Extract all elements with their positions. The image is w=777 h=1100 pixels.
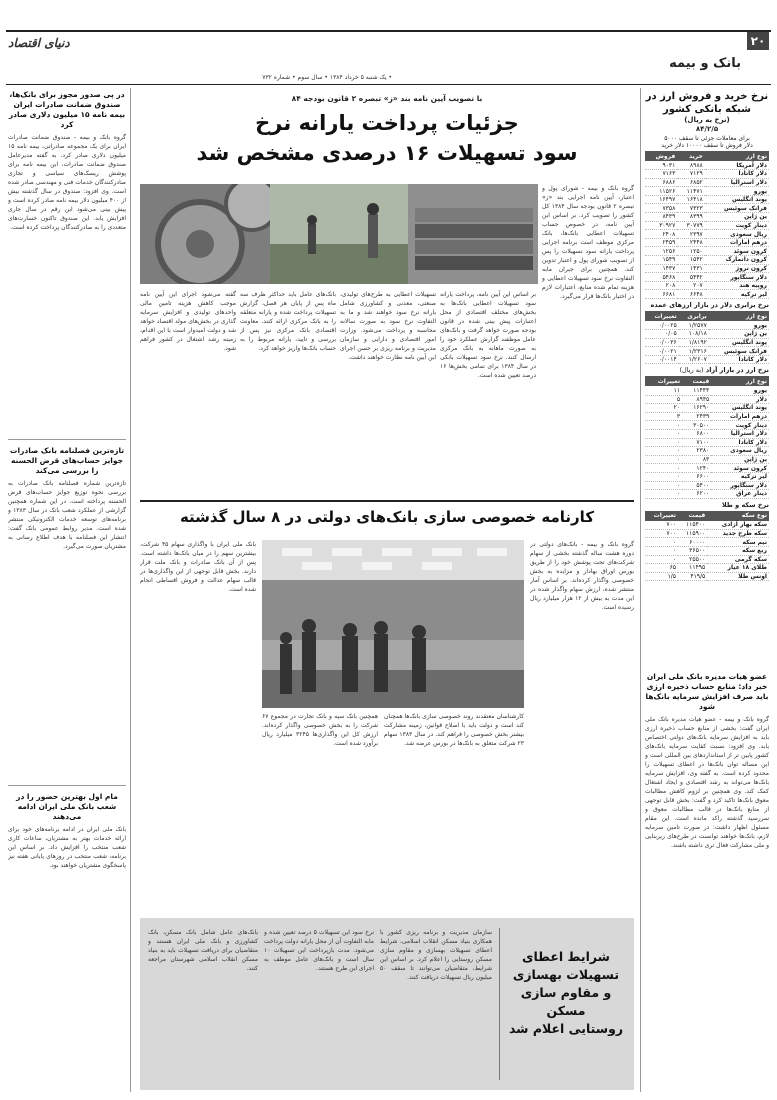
coin-cell: ۰ (645, 555, 678, 564)
free-market-row (645, 386, 769, 395)
rates-box-title: نرخ خرید و فروش ارز در شبکه بانکی کشور (645, 91, 769, 115)
exchange-rate-cell: ۸۳۹۹ (677, 213, 704, 222)
left-story2-title: تازه‌ترین فصلنامه بانک صادرات جوایز حساب‌های قرض الحسنه را بررسی می‌کند (9, 446, 125, 475)
coin-cell: اونس طلا (707, 572, 769, 581)
major-currency-cell: ین ژاپن (709, 330, 769, 339)
privatization-col4: همچنین بانک سپه و بانک تجارت در مجموع ۶۷ شرکت را به بخش خصوصی واگذار کرده‌اند. ارزش کل این واگذاری‌ها ۳۲۴۵ میلیارد ریال برآورد شده است. (262, 713, 378, 747)
exchange-rate-cell: ۲۰۷ (677, 281, 704, 290)
exchange-rate-cell: ۲۳۹۷ (677, 230, 704, 239)
major-currency-cell: ۱/۸۱۹۲ (679, 338, 709, 347)
free-market-row (645, 438, 769, 447)
major-currency-cell: دلار کانادا (709, 355, 769, 364)
page-number: ۲۰ (747, 32, 769, 50)
coin-header-1: قیمت (678, 511, 707, 521)
free-market-row (645, 447, 769, 456)
exchange-rate-cell: ۹۰۳۱ (645, 161, 677, 170)
exchange-rate-row (645, 178, 769, 187)
exchange-rate-row (645, 230, 769, 239)
coin-row (645, 538, 769, 547)
exchange-rate-cell: ۱۶۴۱۸ (677, 195, 704, 204)
free-market-cell: ۱۶۲۹۰ (682, 404, 711, 413)
header-rule-top (6, 30, 771, 32)
exchange-rate-cell: دلار آمریکا (705, 161, 769, 170)
dateline: • یک شنبه ۵ خرداد ۱۳۸۴ • سال سوم • شماره ۷۳۲ (262, 74, 392, 81)
free-market-row (645, 421, 769, 430)
header-rule-bottom (6, 84, 771, 85)
free-market-cell: ۵۴۰۰ (682, 481, 711, 490)
privatization-col2: بانک ملی ایران با واگذاری سهام ۴۵ شرکت، بیشترین سهم را در میان بانک‌ها داشته است. پس از آن بانک صادرات و بانک ملت قرار دارند. بخش قابل توجهی از این واگذاری‌ها در قالب سهام عدالت و فروش اقساطی انجام شده است. (140, 541, 256, 593)
promo-title-line1: شرایط اعطای (522, 949, 610, 964)
free-market-cell: ۰ (645, 447, 682, 456)
promo-box (140, 918, 634, 1090)
free-market-cell: ۶۸۰۰ (682, 429, 711, 438)
coin-row (645, 546, 769, 555)
major-currency-cell: ۱/۲۳۱۶ (679, 347, 709, 356)
exchange-rate-cell: دینار کویت (705, 221, 769, 230)
coin-title: نرخ سکه و طلا (721, 500, 769, 509)
exchange-rate-cell: پوند انگلیس (705, 195, 769, 204)
exchange-rate-cell: درهم امارات (705, 238, 769, 247)
free-market-row (645, 464, 769, 473)
rates-box-date: ۸۴/۲/۵ (695, 125, 719, 133)
free-market-cell: ۶۲۰۰ (682, 490, 711, 499)
coin-cell: ۲۵۵۰۰ (678, 555, 707, 564)
free-market-cell: ۵ (645, 395, 682, 404)
free-market-title (645, 364, 769, 376)
exchange-rate-cell: کرون سوئد (705, 247, 769, 256)
exchange-rate-row (645, 247, 769, 256)
free-market-row (645, 429, 769, 438)
column-rule-right (640, 88, 641, 1092)
promo-col1: سازمان مدیریت و برنامه ریزی کشور با همکاری بنیاد مسکن انقلاب اسلامی، شرایط اعطای تسهیلات بهسازی و مقاوم سازی مسکن روستایی را اعلام کرد. بر اساس این شرایط، متقاضیان می‌توانند تا سقف ۵۰ میلیون ریال تسهیلات دریافت کنند. (380, 929, 492, 981)
exchange-rate-cell: فرانک سوئیس (705, 204, 769, 213)
major-currency-cell: ۰/۰۰۲۵ (645, 321, 679, 330)
main-story-col1: گروه بانک و بیمه - شورای پول و اعتبار، آیین نامه اجرایی بند «ز» تبصره ۲ قانون بودجه سال ۱۳۸۴ کل کشور را تصویب کرد. بر اساس این آیین نامه، در خصوص حساب تسهیلات اعطایی بانک‌ها، بانک مرکزی موظف است برنامه اجرایی پرداخت یارانه سود تسهیلات را پس از تصویب شورای پول و اعتبار تدوین کند. همچنین برای جبران مابه التفاوت نرخ سود تسهیلات اعطایی و هزینه تمام شده منابع، اعتبارات لازم در اختیار بانک‌ها قرار می‌گیرد. (542, 185, 634, 300)
free-market-cell: ۳ (645, 412, 682, 421)
free-market-cell: ریال سعودی (711, 447, 769, 456)
exchange-rate-cell: ۱۲۵۶ (645, 247, 677, 256)
free-market-header-1: قیمت (682, 376, 711, 386)
major-currency-cell: ۰/۰۰۱۴ (645, 355, 679, 364)
exchange-rate-cell: ۵۴۴۲ (677, 273, 704, 282)
left-divider-1 (8, 439, 126, 440)
coin-row (645, 564, 769, 573)
coin-cell: نیم سکه (707, 538, 769, 547)
major-currency-header-1: برابری (679, 311, 709, 321)
exchange-rate-cell: ۷۱۲۹ (677, 170, 704, 179)
free-market-cell: یورو (711, 386, 769, 395)
exchange-rate-cell: لیر ترکیه (705, 290, 769, 299)
exchange-rate-row (645, 195, 769, 204)
free-market-cell: ۸۳ (682, 455, 711, 464)
free-market-cell: دینار عراق (711, 490, 769, 499)
free-market-cell: ۶۶۰۰ (682, 472, 711, 481)
free-market-cell: ۲۴۳۹ (682, 412, 711, 421)
coin-cell: ۱۱۵۹۰۰ (678, 529, 707, 538)
free-market-cell: دلار سنگاپور (711, 481, 769, 490)
coin-cell: ۶۵ (645, 564, 678, 573)
promo-title-line2: تسهیلات بهسازی (512, 967, 620, 982)
promo-col2: نرخ سود این تسهیلات ۵ درصد تعیین شده و مابه التفاوت آن از محل یارانه دولت پرداخت می‌شود. مدت بازپرداخت این تسهیلات ۱۰ سال است و بانک‌های عامل موظف به اجرای این طرح هستند. (264, 929, 374, 972)
exchange-rate-cell: ۱۲۵۰ (677, 247, 704, 256)
major-currency-row (645, 321, 769, 330)
major-currency-cell: پوند انگلیس (709, 338, 769, 347)
bank-photo (262, 540, 524, 708)
privatization-col3: کارشناسان معتقدند روند خصوصی سازی بانک‌ها همچنان کند است و دولت باید با اصلاح قوانین، زمینه مشارکت بیشتر بخش خصوصی را فراهم کند. در سال ۱۳۸۳ سهام ۲۳ شرکت متعلق به بانک‌ها در بورس عرضه شد. (384, 713, 524, 747)
exchange-rate-row (645, 213, 769, 222)
main-headline-line1: جزئیات پرداخت یارانه نرخ (255, 111, 519, 135)
free-market-cell: ۸۹۴۵ (682, 395, 711, 404)
major-currency-row (645, 330, 769, 339)
exchange-rate-cell: ۵۴۶۸ (645, 273, 677, 282)
exchange-rate-cell: ۱۵۴۲ (677, 256, 704, 265)
exchange-rate-cell: ۸۹۸۸ (677, 161, 704, 170)
sidebar-story-text: گروه بانک و بیمه - عضو هیات مدیره بانک ملی ایران گفت: بخشی از منابع حساب ذخیره ارزی باید به افزایش سرمایه بانک‌های دولتی اختصاص یابد. وی افزود: نسبت کفایت سرمایه بانک‌های کشور پایین تر از استانداردهای بین المللی است و این مساله توان بانک‌ها در اعطای تسهیلات را محدود کرده است. به گفته وی، افزایش سرمایه بانک‌ها می‌تواند به رشد اقتصادی و ایجاد اشتغال کمک کند. وی همچنین بر لزوم کاهش مطالبات معوق بانک‌ها تاکید کرد و گفت: بخش قابل توجهی از منابع بانک‌ها در قالب مطالبات معوق و سررسید گذشته راکد مانده است. این مقام مسئول اظهار داشت: در صورت تامین سرمایه لازم، بانک‌ها خواهند توانست در طرح‌های زیربنایی و ملی مشارکت فعال تری داشته باشند. (645, 716, 769, 849)
rates-box-subtitle: (نرخ به ریال) (684, 116, 730, 124)
promo-title-line3: و مقاوم سازی مسکن (520, 985, 612, 1018)
coin-cell: ۰ (645, 538, 678, 547)
major-currency-cell: فرانک سوئیس (709, 347, 769, 356)
major-currency-table (645, 311, 769, 364)
free-market-cell: کرون سوئد (711, 464, 769, 473)
coin-cell: ربع سکه (707, 546, 769, 555)
bank-hall-illustration (262, 540, 524, 708)
exchange-rate-row (645, 264, 769, 273)
exchange-rate-cell: ۶۶۸۱ (645, 290, 677, 299)
main-photo-collage (140, 184, 538, 284)
free-market-cell: درهم امارات (711, 412, 769, 421)
free-market-row (645, 412, 769, 421)
coin-cell: طلای ۱۸ عیار (707, 564, 769, 573)
free-market-cell: دلار کانادا (711, 438, 769, 447)
free-market-row (645, 455, 769, 464)
exchange-rate-cell: ۳۰۷۷۹ (677, 221, 704, 230)
coin-row (645, 555, 769, 564)
exchange-rate-cell: ۷۱۶۳ (645, 170, 677, 179)
free-market-header-0: نوع ارز (711, 376, 769, 386)
exchange-rate-row (645, 170, 769, 179)
free-market-cell: لیر ترکیه (711, 472, 769, 481)
free-market-cell: دلار (711, 395, 769, 404)
free-market-cell: پوند انگلیس (711, 404, 769, 413)
rates-box (645, 90, 769, 670)
major-currency-cell: ۰/۰۰۲۱ (645, 347, 679, 356)
exchange-rate-cell: ۲۰۸ (645, 281, 677, 290)
free-market-cell: دلار استرالیا (711, 429, 769, 438)
free-market-cell: ۰ (645, 455, 682, 464)
major-currency-row (645, 338, 769, 347)
promo-col3: بانک‌های عامل شامل بانک مسکن، بانک کشاورزی و بانک ملی ایران هستند و متقاضیان برای دریافت تسهیلات باید به بنیاد مسکن انقلاب اسلامی شهرستان مراجعه کنند. (148, 929, 258, 972)
exchange-rate-row (645, 290, 769, 299)
left-story1-title: در پی صدور مجوز برای بانک‌ها، صندوق ضمانت صادرات ایران بیمه نامه ۱۵ میلیون دلاری صادر کرد (8, 90, 126, 129)
major-currency-cell: ۱۰۸/۱۸ (679, 330, 709, 339)
major-currency-row (645, 355, 769, 364)
masthead-logo: دنیای اقتصاد (8, 36, 70, 50)
coin-cell: ۳۶۵۰۰ (678, 546, 707, 555)
privatization-col1: گروه بانک و بیمه - بانک‌های دولتی در دوره هشت ساله گذشته بخشی از سهام شرکت‌های تحت پوشش خود را از طریق بورس اوراق بهادار و مزایده به بخش خصوصی واگذار کرده‌اند. بر اساس آمار منتشر شده، ارزش سهام واگذار شده در این مدت به بیش از ۱۲ هزار میلیارد ریال رسیده است. (530, 541, 634, 611)
free-market-row (645, 395, 769, 404)
free-market-cell: ۱۱ (645, 386, 682, 395)
left-story1-text: گروه بانک و بیمه - صندوق ضمانت صادرات ایران برای یک مجموعه صادراتی، بیمه نامه ۱۵ میلیون دلاری صادر کرد. به گفته مدیرعامل صندوق ضمانت صادرات، این بیمه نامه برای پوشش ریسک‌های سیاسی و تجاری صادرکنندگان خدمات فنی و مهندسی صادر شده است. وی افزود: صندوق در سال گذشته بیش از ۴۰۰ میلیون دلار بیمه نامه صادر کرده است و پیش بینی می‌شود این رقم در سال جاری افزایش یابد. این صندوق تاکنون خسارت‌های متعددی را به صادرکنندگان پرداخت کرده است. (8, 134, 126, 231)
exchange-rate-cell: دلار کانادا (705, 170, 769, 179)
coin-row (645, 521, 769, 530)
major-currency-cell: ۱/۲۶۰۷ (679, 355, 709, 364)
exchange-rate-row (645, 221, 769, 230)
main-story-col2: بر اساس این آیین نامه، پرداخت یارانه سود تسهیلات اعطایی بانک‌ها به بخش‌های مختلف اقتصادی از محل اعتبارات پیش بینی شده در قانون بودجه صورت خواهد گرفت و بانک‌های عامل موظفند گزارش عملکرد خود را به صورت ماهانه به بانک مرکزی ارسال کنند. نرخ سود تسهیلات بانکی در سال ۱۳۸۴ برای تمامی بخش‌ها ۱۶ درصد تعیین شده است. (440, 291, 536, 379)
free-market-row (645, 472, 769, 481)
free-market-cell: ۲۳۸۰ (682, 447, 711, 456)
major-currency-cell: ۰/۰۰۳۶ (645, 338, 679, 347)
main-headline (140, 108, 634, 168)
free-market-cell: دینار کویت (711, 421, 769, 430)
free-market-cell: ۰ (645, 429, 682, 438)
exchange-rate-row (645, 256, 769, 265)
coin-cell: سکه گرمی (707, 555, 769, 564)
exchange-rate-row (645, 204, 769, 213)
free-market-cell: ۲۰ (645, 404, 682, 413)
photo-illustration (140, 184, 538, 284)
coin-cell: ۶۰۰۰۰ (678, 538, 707, 547)
left-column (8, 90, 126, 1090)
free-market-row (645, 490, 769, 499)
coin-cell: سکه بهار آزادی (707, 521, 769, 530)
exchange-rate-cell: ۱۴۳۱ (677, 264, 704, 273)
exchange-rate-cell: ۶۸۸۶ (645, 178, 677, 187)
free-market-cell: ین ژاپن (711, 455, 769, 464)
main-story-col5: گفته می‌شود اجرای این آیین نامه موجب کاهش هزینه تامین مالی واحدهای تولیدی و افزایش سرمایه گذاری در بخش‌های مولد اقتصاد خواهد شد و دولت امیدوار است با این اقدام، زمینه رشد اشتغال در کشور فراهم شود. (140, 291, 236, 352)
exchange-rate-cell: ۶۸۵۲ (677, 178, 704, 187)
main-headline-line2: سود تسهیلات ۱۶ درصدی مشخص شد (196, 141, 578, 165)
major-currency-title: نرخ برابری دلار در بازار ارزهای عمده (650, 301, 769, 309)
coin-header-0: نوع سکه (707, 511, 769, 521)
free-market-cell: ۰ (645, 421, 682, 430)
main-story-col4: بانک‌های عامل باید حداکثر ظرف سه ماه پس از پایان هر فصل، گزارش تسهیلات پرداخت شده و یارانه متعلقه را به بانک مرکزی ارائه کنند. معاونت اقتصادی بانک مرکزی نیز پس از بررسی و تایید، یارانه مربوط را به حساب بانک‌ها واریز خواهد کرد. (240, 291, 336, 352)
exchange-rate-cell: کرون نروژ (705, 264, 769, 273)
major-currency-cell: ۱/۲۵۷۷ (679, 321, 709, 330)
section-title: بانک و بیمه (669, 56, 741, 71)
exchange-rate-header-0: نوع ارز (705, 151, 769, 161)
coin-header-2: تغییرات (645, 511, 678, 521)
exchange-rate-cell: کرون دانمارک (705, 256, 769, 265)
exchange-rate-table (645, 151, 769, 299)
free-market-cell: ۷۱۰۰ (682, 438, 711, 447)
exchange-rate-cell: یورو (705, 187, 769, 196)
free-market-row (645, 404, 769, 413)
exchange-rate-row (645, 281, 769, 290)
promo-title-line4: روستایی اعلام شد (508, 1021, 624, 1036)
exchange-rate-cell: ۲۴۴۸ (677, 238, 704, 247)
main-kicker: با تصویب آیین نامه بند «ز» تبصره ۲ قانون بودجه ۸۴ (291, 94, 483, 103)
major-currency-cell: یورو (709, 321, 769, 330)
coin-cell: ۱۱۵۴۰۰ (678, 521, 707, 530)
main-story-col3: تسهیلات اعطایی به طرح‌های تولیدی، صنعتی، معدنی و کشاورزی شامل یارانه نرخ سود خواهند شد و ما به التفاوت نرخ سود به صورت سالانه محاسبه و پرداخت می‌شود. وزارت امور اقتصادی و دارایی و سازمان مدیریت و برنامه ریزی بر حسن اجرای این آیین نامه نظارت خواهند داشت. (340, 291, 436, 361)
coin-cell: ۴۱۹/۵ (678, 572, 707, 581)
free-market-cell: ۰ (645, 438, 682, 447)
coin-cell: ۰ (645, 546, 678, 555)
sidebar-story (645, 672, 769, 1092)
exchange-rate-row (645, 238, 769, 247)
major-currency-row (645, 347, 769, 356)
exchange-rate-header-2: فروش (645, 151, 677, 161)
exchange-rate-cell: ۱۴۳۷ (645, 264, 677, 273)
privatization-headline: کارنامه خصوصی سازی بانک‌های دولتی در ۸ سال گذشته (179, 508, 595, 526)
exchange-rate-cell: ۶۶۴۸ (677, 290, 704, 299)
coin-table (645, 511, 769, 582)
exchange-rate-cell: ریال سعودی (705, 230, 769, 239)
exchange-rate-cell: ۷۳۲۳ (677, 204, 704, 213)
free-market-row (645, 481, 769, 490)
free-market-cell: ۳۰۵۰۰ (682, 421, 711, 430)
column-rule-left (130, 88, 131, 1092)
free-market-header-2: تغییرات (645, 376, 682, 386)
exchange-rate-cell: روپیه هند (705, 281, 769, 290)
left-story3-text: بانک ملی ایران در ادامه برنامه‌های خود برای ارائه خدمات بهتر به مشتریان، ساعات کاری شعب منتخب را افزایش داد. بر اساس این برنامه، شعب منتخب در روزهای پایانی هفته نیز پاسخگوی مشتریان خواهند بود. (8, 826, 126, 869)
promo-divider (499, 928, 500, 1080)
exchange-rate-row (645, 187, 769, 196)
rates-box-note-1: برای معاملات جزئی تا سقف ۵۰۰۰ (664, 135, 750, 142)
coin-row (645, 572, 769, 581)
exchange-rate-cell: ین ژاپن (705, 213, 769, 222)
exchange-rate-cell: ۱۱۴۷۱ (677, 187, 704, 196)
exchange-rate-cell: دلار استرالیا (705, 178, 769, 187)
rates-box-note-2: دلار فروش تا سقف ۱۰۰۰۰ دلار خرید (661, 142, 753, 149)
coin-cell: ۷۰۰ (645, 529, 678, 538)
promo-title (506, 948, 626, 1038)
left-divider-2 (8, 785, 126, 786)
sidebar-story-title: عضو هیات مدیره بانک ملی ایران خبر داد: منابع حساب ذخیره ارزی باید صرف افزایش سرمایه بانک‌ها شود (645, 672, 769, 711)
free-market-cell: ۱۱۴۴۴ (682, 386, 711, 395)
free-market-cell: ۰ (645, 490, 682, 499)
exchange-rate-cell: ۱۱۵۲۶ (645, 187, 677, 196)
coin-cell: ۱/۵ (645, 572, 678, 581)
coin-row (645, 529, 769, 538)
free-market-cell: ۰ (645, 481, 682, 490)
free-market-table (645, 376, 769, 498)
major-currency-header-2: تغییرات (645, 311, 679, 321)
exchange-rate-cell: ۷۳۵۸ (645, 204, 677, 213)
exchange-rate-row (645, 273, 769, 282)
exchange-rate-cell: ۱۶۴۹۷ (645, 195, 677, 204)
free-market-cell: ۰ (645, 464, 682, 473)
story-divider (140, 500, 634, 502)
free-market-subtitle: (به ریال) (679, 366, 704, 375)
exchange-rate-cell: ۳۰۹۲۷ (645, 221, 677, 230)
free-market-cell: ۰ (645, 472, 682, 481)
major-currency-cell: ۰/۰۵ (645, 330, 679, 339)
exchange-rate-cell: ۲۴۵۹ (645, 238, 677, 247)
coin-cell: ۷۰۰ (645, 521, 678, 530)
exchange-rate-header-1: خرید (677, 151, 704, 161)
exchange-rate-row (645, 161, 769, 170)
left-story2-text: تازه‌ترین شماره فصلنامه بانک صادرات به بررسی نحوه توزیع جوایز حساب‌های قرض الحسنه پرداخته است. در این شماره همچنین گزارشی از عملکرد شعب بانک در سال ۱۳۸۳ و برنامه‌های توسعه خدمات الکترونیکی منتشر شده است. مدیر روابط عمومی بانک گفت: انتشار این فصلنامه با هدف اطلاع رسانی به مشتریان صورت می‌گیرد. (8, 480, 126, 550)
exchange-rate-cell: ۲۴۰۸ (645, 230, 677, 239)
coin-cell: سکه طرح جدید (707, 529, 769, 538)
exchange-rate-cell: دلار سنگاپور (705, 273, 769, 282)
major-currency-header-0: نوع ارز (709, 311, 769, 321)
exchange-rate-cell: ۸۴۳۹ (645, 213, 677, 222)
free-market-title-text: نرخ ارز در بازار آزاد (705, 366, 769, 375)
coin-cell: ۱۱۴۹۵ (678, 564, 707, 573)
exchange-rate-cell: ۱۵۴۹ (645, 256, 677, 265)
left-story3-title: مام اول بهترین حضور را در شعب بانک ملی ایران ادامه می‌دهند (16, 792, 118, 821)
free-market-cell: ۱۲۴۰ (682, 464, 711, 473)
